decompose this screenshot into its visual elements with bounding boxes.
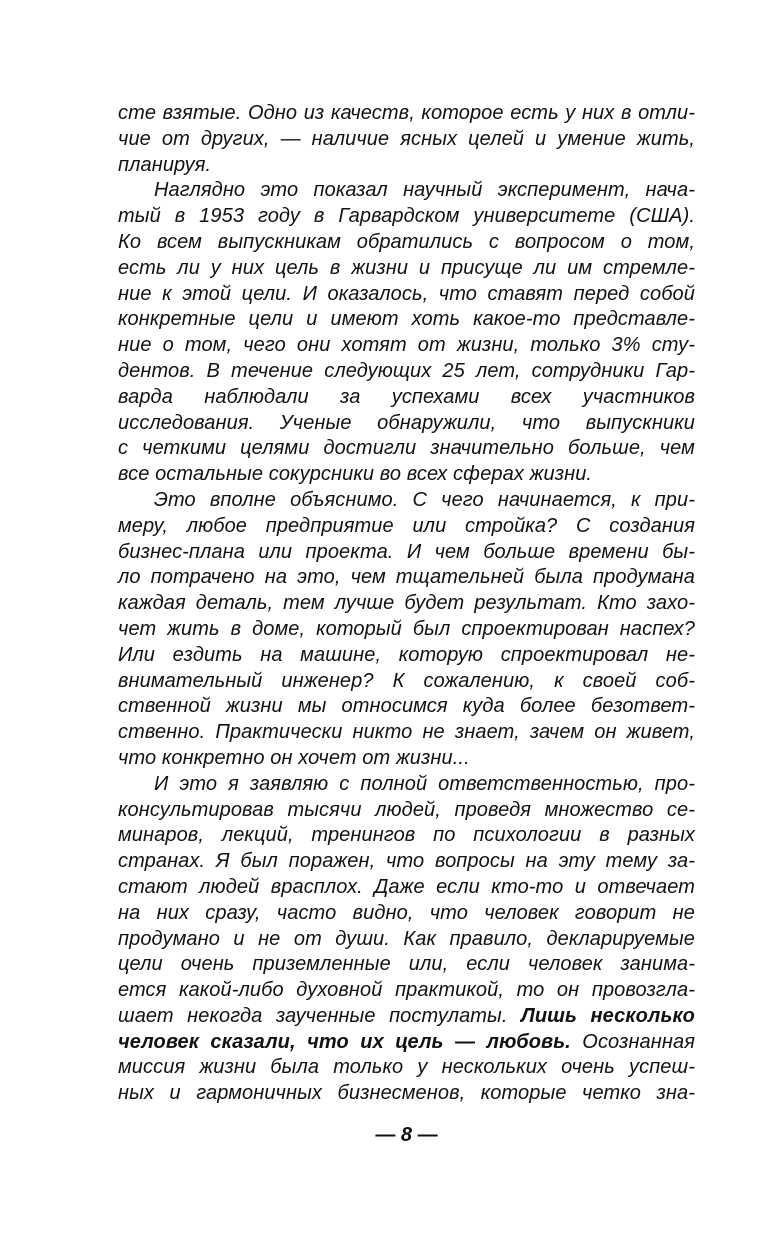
bold-text-segment: человек сказали, что их цель — любовь. bbox=[118, 1030, 571, 1053]
text-line bbox=[118, 282, 695, 308]
text-line bbox=[118, 127, 695, 153]
text-line bbox=[118, 643, 695, 669]
text-segment: ние к этой цели. И оказалось, что ставят перед собой bbox=[118, 282, 695, 305]
text-segment: странах. Я был поражен, что вопросы на эту тему за- bbox=[118, 850, 695, 873]
text-segment: есть ли у них цель в жизни и присуще ли им стремле- bbox=[118, 256, 695, 279]
text-line bbox=[118, 694, 695, 720]
text-segment: чие от других, — наличие ясных целей и умение жить, bbox=[118, 127, 695, 150]
text-line bbox=[118, 1030, 695, 1056]
text-line bbox=[118, 772, 695, 798]
text-line bbox=[118, 230, 695, 256]
text-segment: конкретные цели и имеют хоть какое-то представле- bbox=[118, 308, 695, 331]
text-line bbox=[118, 591, 695, 617]
text-line bbox=[118, 952, 695, 978]
text-line bbox=[118, 488, 695, 514]
text-segment: внимательный инженер? К сожалению, к своей соб- bbox=[118, 669, 695, 692]
text-segment: И это я заявляю с полной ответственностью, про- bbox=[154, 772, 695, 795]
text-segment: стают людей врасплох. Даже если кто-то и отвечает bbox=[118, 875, 695, 898]
text-segment: меру, любое предприятие или стройка? С создания bbox=[118, 514, 695, 537]
text-line bbox=[118, 359, 695, 385]
text-segment: Осознанная bbox=[570, 1030, 695, 1053]
text-line bbox=[118, 849, 695, 875]
text-segment: ло потрачено на это, чем тщательней была продумана bbox=[118, 566, 695, 589]
text-line bbox=[118, 978, 695, 1004]
text-segment: миссия жизни была только у нескольких очень успеш- bbox=[118, 1056, 695, 1079]
text-segment: дентов. В течение следующих 25 лет, сотрудники Гар- bbox=[118, 359, 695, 382]
text-segment: тый в 1953 году в Гарвардском университете (США). bbox=[118, 205, 695, 228]
text-segment: Или ездить на машине, которую спроектировал не- bbox=[118, 643, 695, 666]
text-line bbox=[118, 746, 695, 772]
text-line bbox=[118, 436, 695, 462]
text-segment: что конкретно он хочет от жизни... bbox=[118, 746, 470, 769]
text-line bbox=[118, 1055, 695, 1081]
text-line bbox=[118, 153, 695, 179]
text-segment: сте взятые. Одно из качеств, которое есть у них в отли- bbox=[118, 102, 695, 124]
text-segment: цели очень приземленные или, если человек занима- bbox=[118, 953, 695, 976]
text-line bbox=[118, 720, 695, 746]
text-line bbox=[118, 1081, 695, 1107]
text-line bbox=[118, 927, 695, 953]
text-line bbox=[118, 901, 695, 927]
text-segment: планируя. bbox=[118, 153, 212, 176]
page-text bbox=[118, 101, 695, 1107]
text-segment: Ко всем выпускникам обратились с вопросом о том, bbox=[118, 230, 695, 253]
text-segment: каждая деталь, тем лучше будет результат. Кто захо- bbox=[118, 592, 695, 615]
text-segment: все остальные сокурсники во всех сферах жизни. bbox=[118, 463, 593, 486]
text-line bbox=[118, 798, 695, 824]
text-line bbox=[118, 875, 695, 901]
text-segment: Это вполне объяснимо. С чего начинается, к при- bbox=[154, 488, 695, 511]
text-segment: ных и гармоничных бизнесменов, которые четко зна- bbox=[118, 1082, 695, 1105]
text-segment: шает некогда заученные постулаты. bbox=[118, 1004, 522, 1027]
text-segment: исследования. Ученые обнаружили, что выпускники bbox=[118, 411, 695, 434]
text-line bbox=[118, 540, 695, 566]
text-line bbox=[118, 1004, 695, 1030]
paragraph bbox=[118, 488, 695, 772]
text-segment: ние о том, чего они хотят от жизни, только 3% сту- bbox=[118, 334, 695, 357]
text-segment: чет жить в доме, который был спроектирован наспех? bbox=[118, 617, 695, 640]
text-segment: ственной жизни мы относимся куда более безответ- bbox=[118, 695, 695, 718]
text-line bbox=[118, 669, 695, 695]
text-line bbox=[118, 256, 695, 282]
paragraph bbox=[118, 772, 695, 1107]
text-line bbox=[118, 617, 695, 643]
text-line bbox=[118, 307, 695, 333]
text-segment: варда наблюдали за успехами всех участников bbox=[118, 385, 695, 408]
text-segment: на них сразу, часто видно, что человек говорит не bbox=[118, 901, 695, 924]
bold-text-segment: Лишь несколько bbox=[521, 1004, 695, 1027]
text-line bbox=[118, 178, 695, 204]
text-segment: с четкими целями достигли значительно больше, чем bbox=[118, 437, 695, 460]
text-segment: минаров, лекций, тренингов по психологии в разных bbox=[118, 824, 695, 847]
text-line bbox=[118, 411, 695, 437]
page-number: — 8 — bbox=[375, 1124, 438, 1146]
text-segment: продумано и не от души. Как правило, декларируемые bbox=[118, 927, 695, 950]
text-line bbox=[118, 385, 695, 411]
text-segment: Наглядно это показал научный эксперимент, нача- bbox=[154, 179, 695, 202]
text-line bbox=[118, 101, 695, 127]
text-segment: ется какой-либо духовной практикой, то он провозгла- bbox=[118, 979, 695, 1002]
text-line bbox=[118, 823, 695, 849]
text-line bbox=[118, 204, 695, 230]
text-line bbox=[118, 462, 695, 488]
text-line bbox=[118, 333, 695, 359]
text-segment: бизнес-плана или проекта. И чем больше времени бы- bbox=[118, 540, 695, 563]
text-segment: консультировав тысячи людей, проведя множество се- bbox=[118, 798, 695, 821]
text-line bbox=[118, 565, 695, 591]
paragraph bbox=[118, 101, 695, 178]
text-segment: ственно. Практически никто не знает, зачем он живет, bbox=[118, 721, 695, 744]
paragraph bbox=[118, 178, 695, 488]
text-line bbox=[118, 514, 695, 540]
